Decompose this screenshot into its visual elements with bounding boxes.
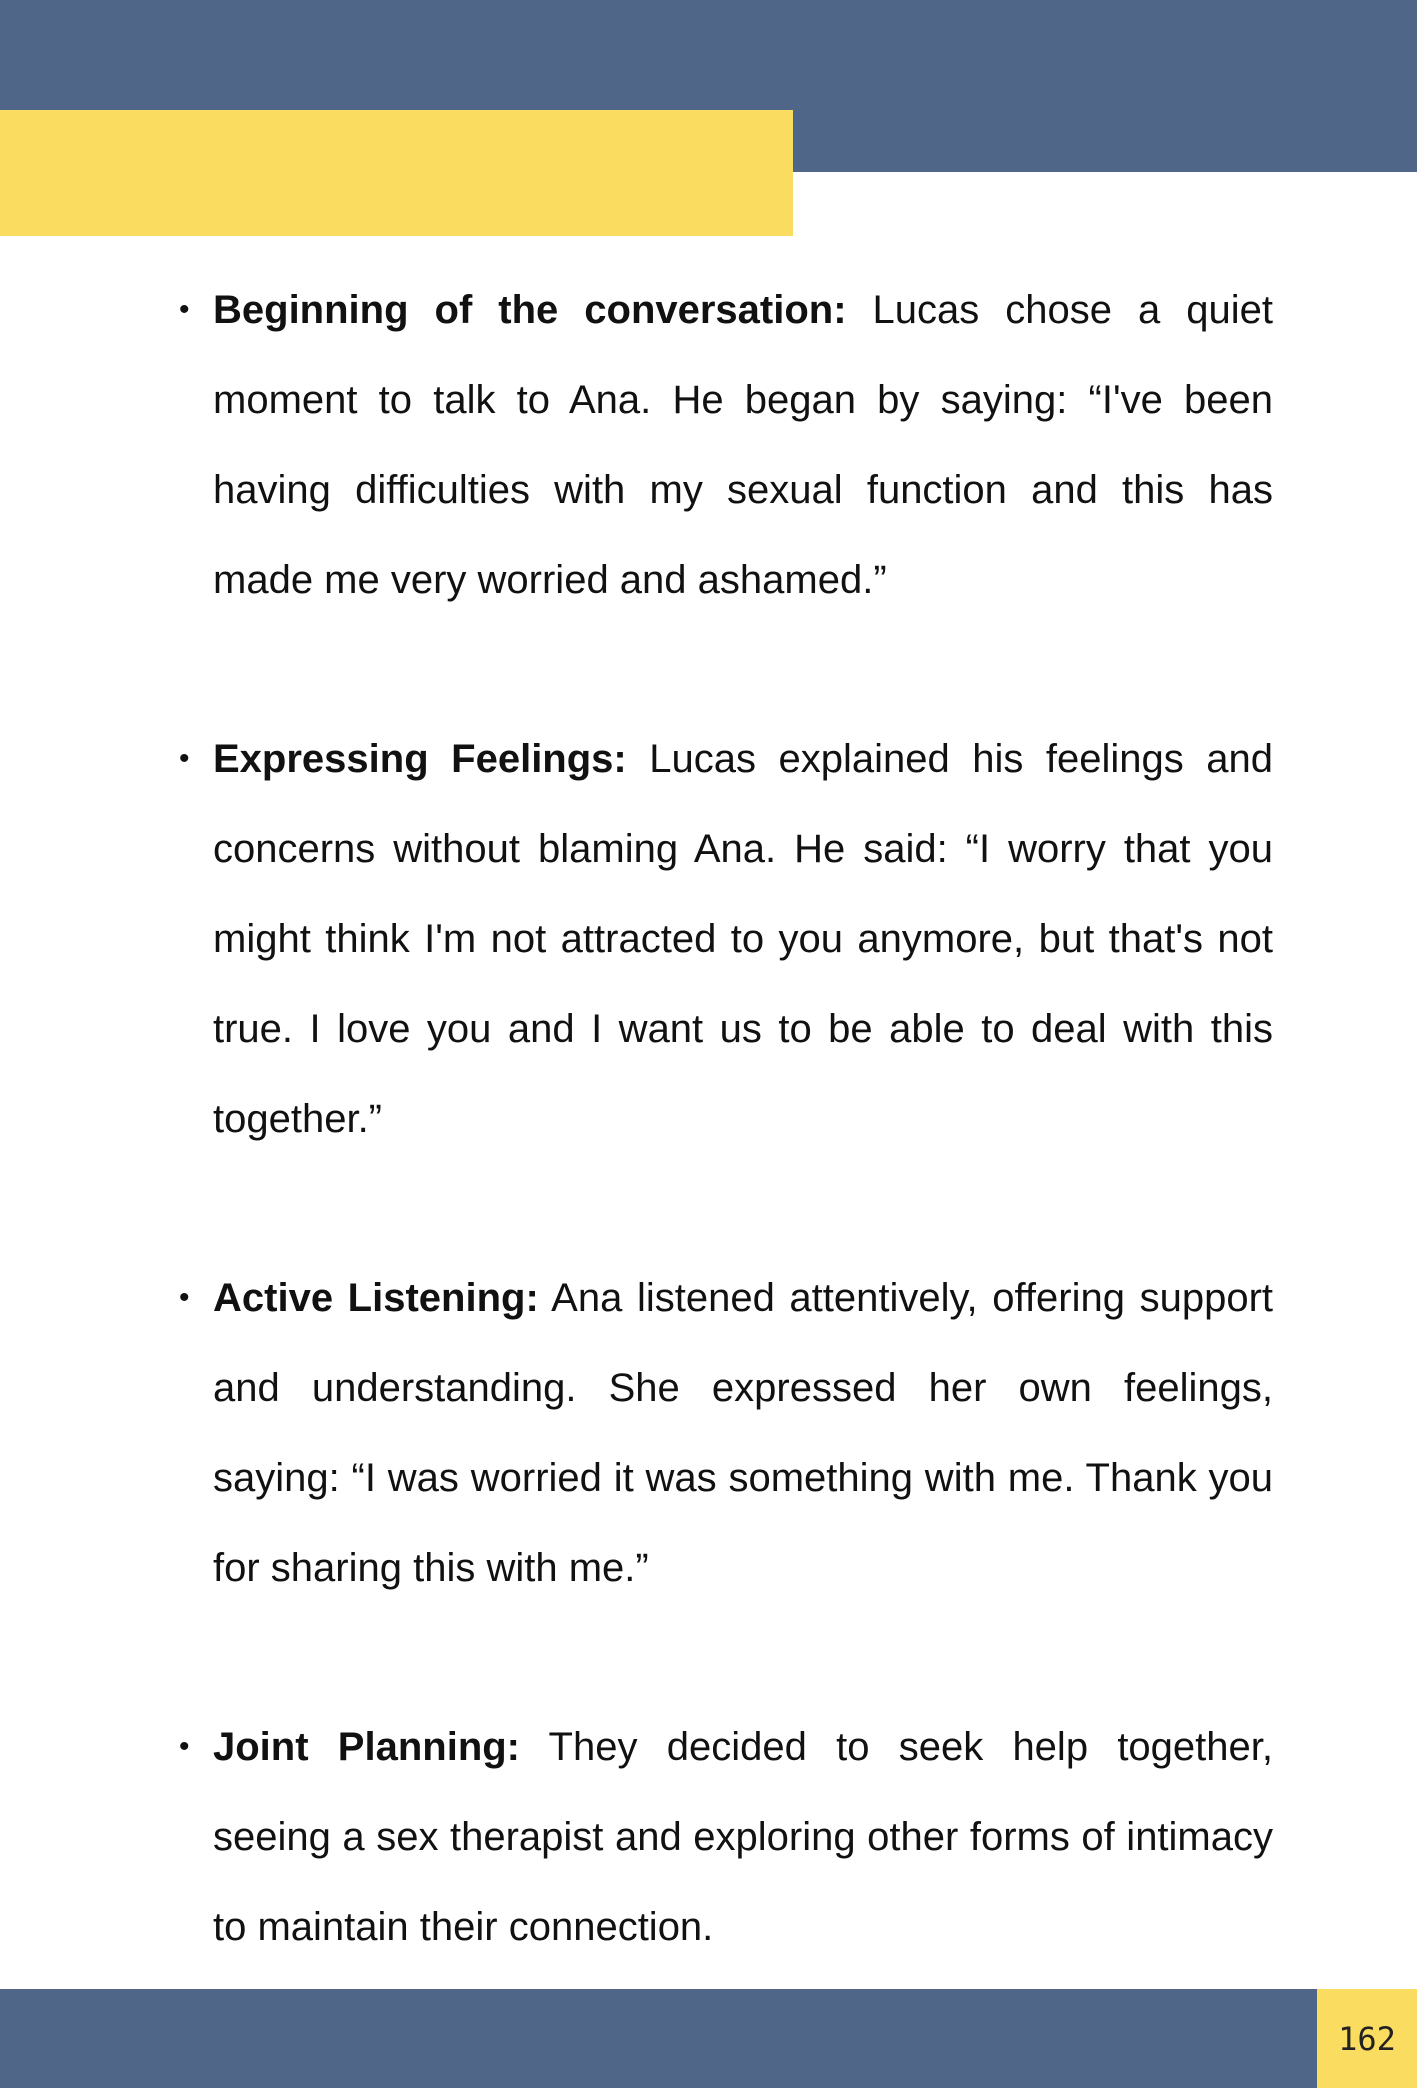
page-number: 162 (1317, 1989, 1417, 2088)
bullet-text: Lucas explained his feelings and concerns without blaming Ana. He said: “I worry that you might think I'm not attracted to you anymore, but that's not true. I love you and I want us to be able to deal with this together.” (213, 737, 1273, 1141)
bullet-icon: • (179, 293, 190, 326)
bullet-term: Beginning of the conversation: (213, 288, 847, 332)
bullet-list (179, 265, 1274, 1972)
bullet-text: Ana listened attentively, offering support and understanding. She expressed her own feelings, saying: “I was worried it was something with me. Thank you for sharing this with me.” (213, 1276, 1274, 1590)
bullet-item (179, 714, 1273, 1164)
bullet-item (179, 1253, 1274, 1613)
bullet-term: Expressing Feelings: (213, 737, 627, 781)
bullet-text: Lucas chose a quiet moment to talk to Ana. He began by saying: “I've been having difficulties with my sexual function and this has made me very worried and ashamed.” (213, 288, 1273, 602)
bullet-item (179, 265, 1273, 625)
bullet-term: Active Listening: (213, 1276, 539, 1320)
bullet-item (179, 1702, 1273, 1972)
header-notch (793, 172, 1417, 236)
bullet-term: Joint Planning: (213, 1725, 521, 1769)
footer-band (0, 1989, 1317, 2088)
header-accent-block (0, 110, 793, 236)
bullet-text: They decided to seek help together, seeing a sex therapist and exploring other forms of intimacy to maintain their connection. (213, 1725, 1273, 1949)
bullet-icon: • (179, 1281, 190, 1314)
bullet-icon: • (179, 742, 190, 775)
bullet-icon: • (179, 1730, 190, 1763)
